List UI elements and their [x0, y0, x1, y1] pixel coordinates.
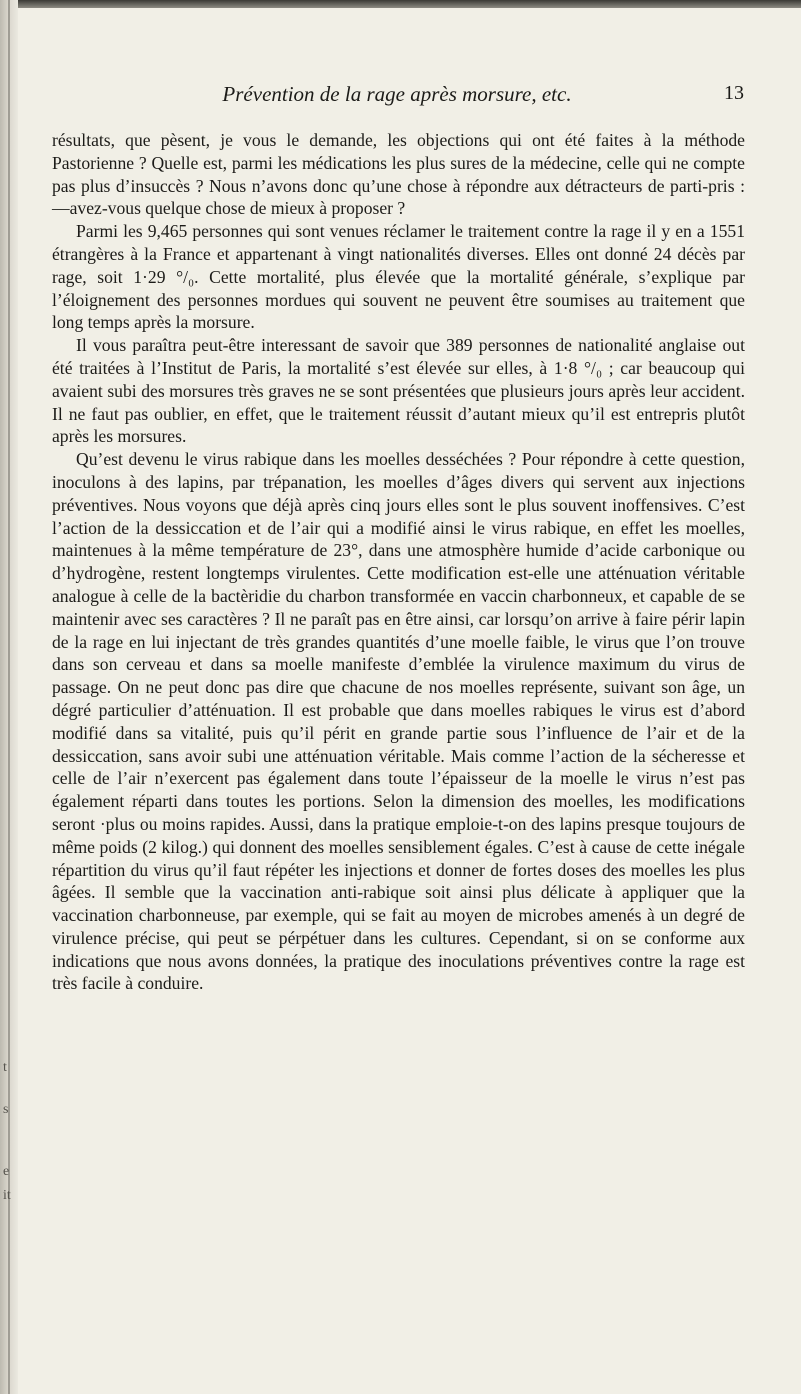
- paragraph: Il vous paraîtra peut-être interessant de savoir que 389 personnes de nationalité anglaise out été traitées à l’Institut de Paris, la mortalité s’est élevée sur elles, à 1·8 °/₀ ; car beaucoup qui avaient subi des morsures très graves ne se sont présentées que plusieurs jours après leur accident. Il ne faut pas oublier, en effet, que le traitement réussit d’autant mieux qu’il est entrepris plutôt après les morsures.: [52, 335, 745, 447]
- gutter-mark: t: [3, 1060, 7, 1075]
- paragraph: Parmi les 9,465 personnes qui sont venues réclamer le traitement contre la rage il y en a 1551 étrangères à la France et appartenant à vingt nationalités diverses. Elles ont donné 24 décès par rage, soit 1·29 °/₀. Cette mortalité, plus élevée que la mortalité générale, s’explique par l’éloignement des personnes mordues qui souvent ne peuvent être soumises au traitement que long temps après la morsure.: [52, 221, 745, 333]
- paragraph: Qu’est devenu le virus rabique dans les moelles desséchées ? Pour répondre à cette question, inoculons à des lapins, par trépanation, les moelles d’âges divers qui servent aux injections préventives. Nous voyons que déjà après cinq jours elles sont le plus souvent inoffensives. C’est l’action de la dessiccation et de l’air qui a modifié ainsi le virus rabique, en effet les moelles, maintenues à la même température de 23°, dans une atmosphère humide d’acide carbonique ou d’hydrogène, restent longtemps virulentes. Cette modification est-elle une atténuation véritable analogue à celle de la bactèridie du charbon transformée en vaccin charbonneux, et capable de se maintenir avec ses caractères ? Il ne paraît pas en être ainsi, car lorsqu’on arrive à faire périr lapin de la rage en lui injectant de très grandes quantités d’une moelle faible, le virus que l’on trouve dans son cerveau et dans sa moelle manifeste d’emblée la virulence maximum du virus de passage. On ne peut donc pas dire que chacune de nos moelles représente, suivant son âge, un dégré particulier d’atténuation. Il est probable que dans moelles rabiques le virus est d’abord modifié dans sa vitalité, puis qu’il périt en grande partie sous l’influence de l’air et de la dessiccation, sans avoir subi une atténuation véritable. Mais comme l’action de la sécheresse et celle de l’air n’exercent pas également dans toute l’épaisseur de la moelle le virus n’est pas également réparti dans toutes les portions. Selon la dimension des moelles, les modifications seront ·plus ou moins rapides. Aussi, dans la pratique emploie-t-on des lapins presque toujours de même poids (2 kilog.) qui donnent des moelles sensiblement égales. C’est à cause de cette inégale répartition du virus qu’il faut répéter les injections et donner de fortes doses des moelles les plus âgées. Il semble que la vaccination anti-rabique soit ainsi plus délicate à appliquer que la vaccination charbonneuse, par exemple, qui se fait au moyen de microbes amenés à un degré de virulence précise, qui peut se pérpétuer dans les cultures. Cependant, si on se conforme aux indications que nous avons données, la pratique des inoculations préventives contre la rage est très facile à conduire.: [52, 449, 745, 994]
- gutter-mark: s: [3, 1102, 9, 1117]
- gutter-mark: e: [3, 1164, 10, 1179]
- body-text: [52, 129, 745, 995]
- gutter-mark: it: [3, 1188, 11, 1203]
- running-head: [50, 82, 744, 108]
- paragraph: résultats, que pèsent, je vous le demande, les objections qui ont été faites à la méthode Pastorienne ? Quelle est, parmi les médications les plus sures de la médecine, celle qui ne compte pas plus d’insuccès ? Nous n’avons donc qu’une chose à répondre aux détracteurs de parti-pris :—avez-vous quelque chose de mieux à proposer ?: [52, 130, 745, 219]
- page-number: 13: [724, 82, 744, 104]
- binding-crease: [8, 0, 10, 1394]
- page-top-shadow: [0, 0, 801, 8]
- running-title: Prévention de la rage après morsure, etc.: [222, 82, 572, 106]
